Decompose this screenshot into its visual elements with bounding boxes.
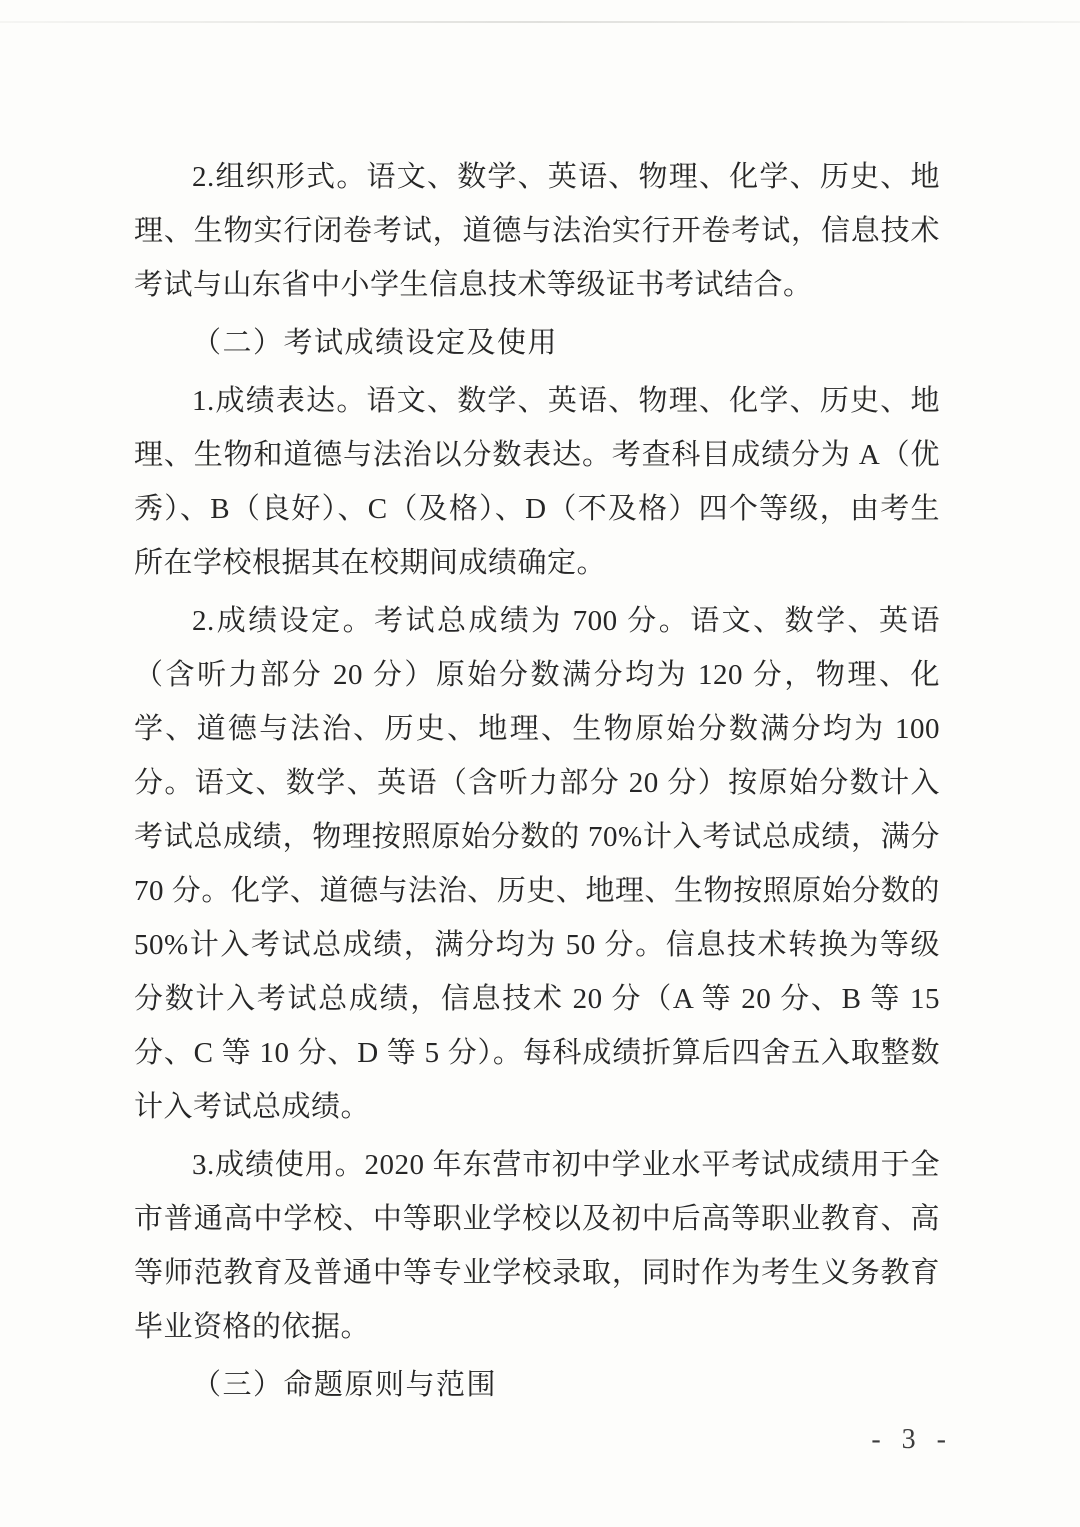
paragraph-score-setting: 2.成绩设定。考试总成绩为 700 分。语文、数学、英语（含听力部分 20 分）原始分数满分均为 120 分，物理、化学、道德与法治、历史、地理、生物原始分数满分均为 100 分。语文、数学、英语（含听力部分 20 分）按原始分数计入考试总成绩，物理按照原始分数的 70%计入考试总成绩，满分 70 分。化学、道德与法治、历史、地理、生物按照原始分数的 50%计入考试总成绩，满分均为 50 分。信息技术转换为等级分数计入考试总成绩，信息技术 20 分（A 等 20 分、B 等 15 分、C 等 10 分、D 等 5 分）。每科成绩折算后四舍五入取整数计入考试总成绩。 (134, 605, 940, 1123)
heading-section-3-proposition-principles: （三）命题原则与范围 (192, 1369, 498, 1401)
paragraph-score-usage: 3.成绩使用。2020 年东营市初中学业水平考试成绩用于全市普通高中学校、中等职业学校以及初中后高等职业教育、高等师范教育及普通中等专业学校录取，同时作为考生义务教育毕业资格的依据。 (134, 1149, 940, 1343)
document-body (134, 150, 940, 1416)
scan-artifact-line (0, 21, 1080, 23)
paragraph-organization-form: 2.组织形式。语文、数学、英语、物理、化学、历史、地理、生物实行闭卷考试，道德与法治实行开卷考试，信息技术考试与山东省中小学生信息技术等级证书考试结合。 (134, 161, 940, 301)
page-number: - 3 - (871, 1424, 953, 1455)
heading-section-2-score-setting-and-usage: （二）考试成绩设定及使用 (192, 327, 559, 359)
paragraph-score-expression: 1.成绩表达。语文、数学、英语、物理、化学、历史、地理、生物和道德与法治以分数表达。考查科目成绩分为 A（优秀）、B（良好）、C（及格）、D（不及格）四个等级，由考生所在学校根据其在校期间成绩确定。 (134, 385, 940, 579)
